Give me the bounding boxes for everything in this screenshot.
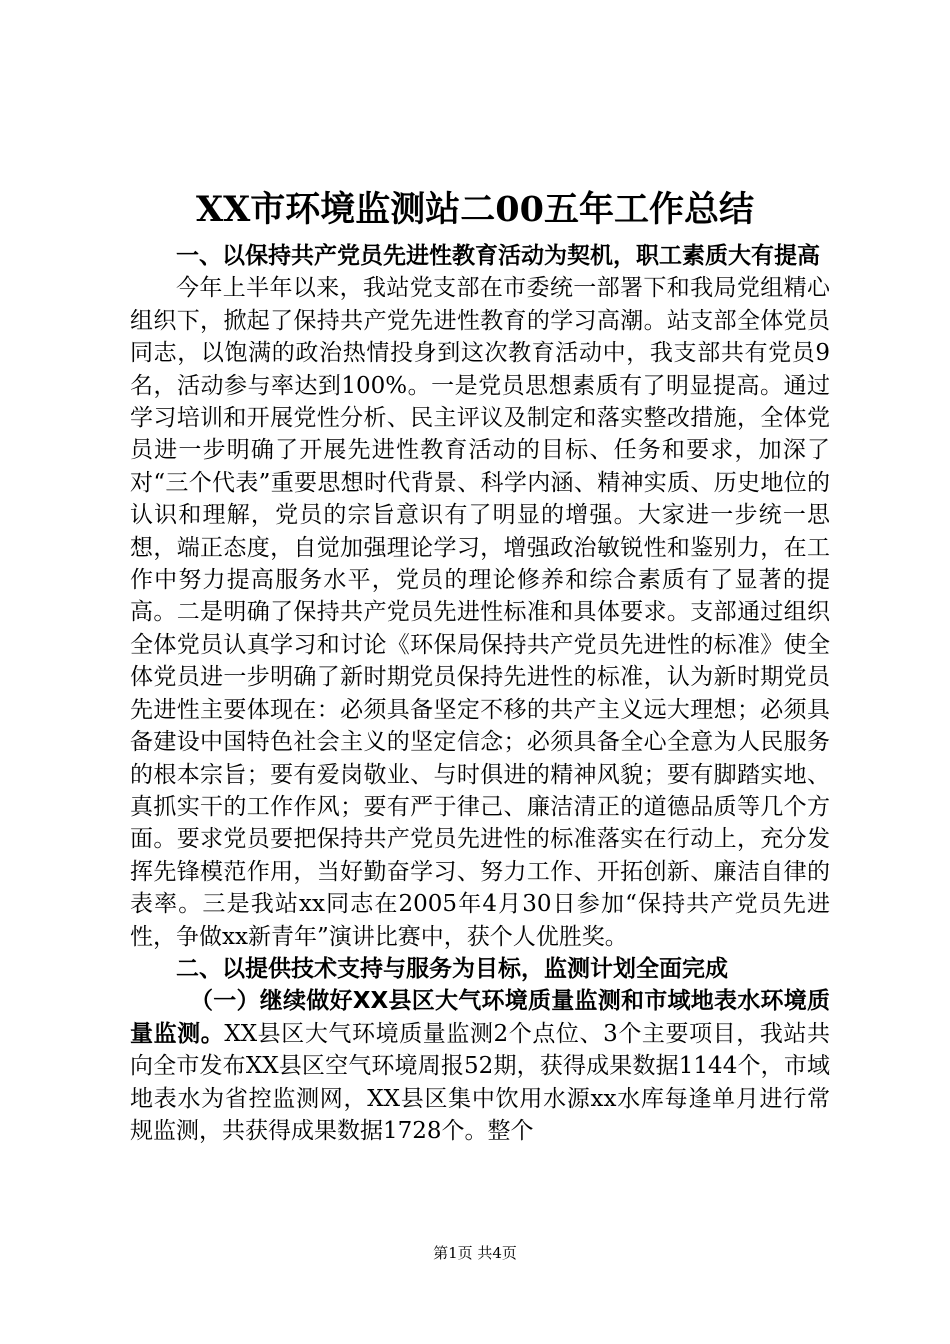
- document-title: XX市环境监测站二00五年工作总结: [195, 189, 755, 230]
- page-footer: 第1页 共4页: [433, 1244, 517, 1262]
- section-2-heading: 二、以提供技术支持与服务为目标，监测计划全面完成: [176, 955, 728, 982]
- section-1-heading: 一、以保持共产党员先进性教育活动为契机，职工素质大有提高: [176, 243, 820, 269]
- subsection-1-paragraph: [130, 985, 830, 1147]
- document-body: [130, 240, 830, 1147]
- section-1-paragraph: 今年上半年以来，我站党支部在市委统一部署下和我局党组精心组织下，掀起了保持共产党先进性教育的学习高潮。站支部全体党员同志，以饱满的政治热情投身到这次教育活动中，我支部共有党员9名，活动参与率达到100%。一是党员思想素质有了明显提高。通过学习培训和开展党性分析、民主评议及制定和落实整改措施，全体党员进一步明确了开展先进性教育活动的目标、任务和要求，加深了对“三个代表”重要思想时代背景、科学内涵、精神实质、历史地位的认识和理解，党员的宗旨意识有了明显的增强。大家进一步统一思想，端正态度，自觉加强理论学习，增强政治敏锐性和鉴别力，在工作中努力提高服务水平，党员的理论修养和综合素质有了显著的提高。二是明确了保持共产党员先进性标准和具体要求。支部通过组织全体党员认真学习和讨论《环保局保持共产党员先进性的标准》使全体党员进一步明确了新时期党员保持先进性的标准，认为新时期党员先进性主要体现在：必须具备坚定不移的共产主义远大理想；必须具备建设中国特色社会主义的坚定信念；必须具备全心全意为人民服务的根本宗旨；要有爱岗敬业、与时俱进的精神风貌；要有脚踏实地、真抓实干的工作作风；要有严于律己、廉洁清正的道德品质等几个方面。要求党员要把保持共产党员先进性的标准落实在行动上，充分发挥先锋模范作用，当好勤奋学习、努力工作、开拓创新、廉洁自律的表率。三是我站xx同志在2005年4月30日参加“保持共产党员先进性，争做xx新青年”演讲比赛中，获个人优胜奖。: [130, 275, 830, 950]
- subsection-1-lead: （一）继续做好XX县区大气环境质量监测和市域地表水环境质量监测。: [130, 988, 830, 1047]
- subsection-1-text: XX县区大气环境质量监测2个点位、3个主要项目，我站共向全市发布XX县区空气环境周报52期，获得成果数据1144个，市域地表水为省控监测网，XX县区集中饮用水源xx水库每逢单月进行常规监测，共获得成果数据1728个。整个: [130, 1020, 831, 1144]
